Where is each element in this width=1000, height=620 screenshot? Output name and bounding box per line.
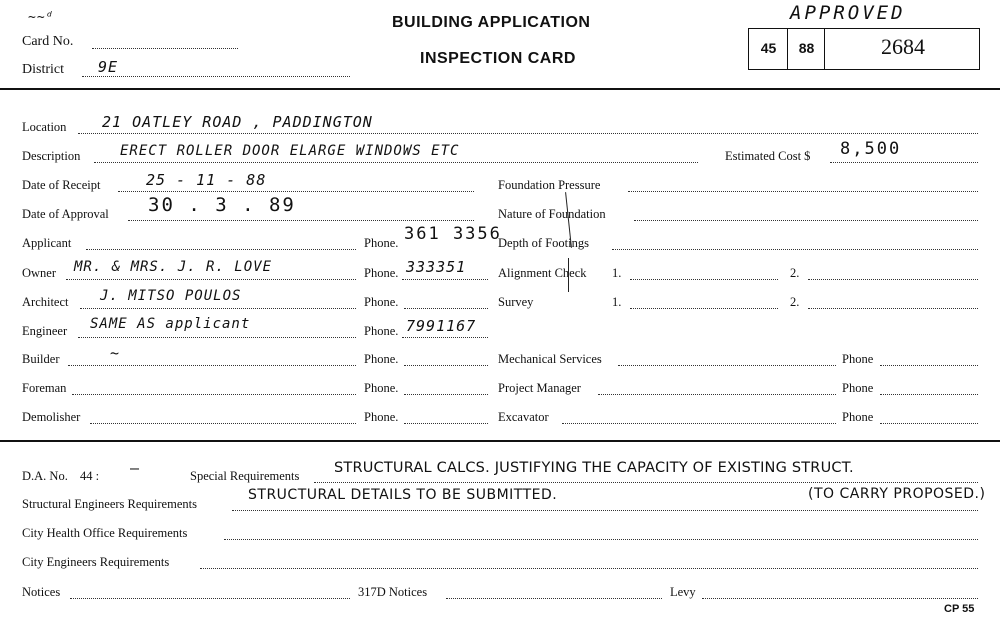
excavator-label: Excavator <box>498 410 549 424</box>
date-receipt-label: Date of Receipt <box>22 178 101 192</box>
engineer-phone-field[interactable] <box>402 337 488 338</box>
struct-eng-label: Structural Engineers Requirements <box>22 497 197 511</box>
owner-phone-label: Phone. <box>364 266 399 280</box>
excavator-phone-field[interactable] <box>880 423 978 424</box>
box-divider-2 <box>824 28 825 70</box>
struct-eng-field[interactable] <box>232 510 978 511</box>
special-req-value: STRUCTURAL CALCS. JUSTIFYING THE CAPACITY OF EXISTING STRUCT. <box>334 460 854 476</box>
estimated-cost-label: Estimated Cost $ <box>725 149 811 163</box>
notices-317d-label: 317D Notices <box>358 585 428 599</box>
builder-field[interactable] <box>68 365 356 366</box>
header-divider <box>0 88 1000 90</box>
card-no-label: Card No. <box>22 34 74 49</box>
alignment-2-label: 2. <box>790 266 800 280</box>
alignment-2-field[interactable] <box>808 279 978 280</box>
applicant-phone-label: Phone. <box>364 236 399 250</box>
demolisher-label: Demolisher <box>22 410 81 424</box>
project-manager-phone-field[interactable] <box>880 394 978 395</box>
engineer-field[interactable] <box>78 337 356 338</box>
applicant-phone-value: 361 3356 <box>404 224 502 244</box>
location-field[interactable] <box>78 133 978 134</box>
district-field[interactable] <box>82 76 350 77</box>
alignment-check-label: Alignment Check <box>498 266 587 280</box>
excavator-field[interactable] <box>562 423 836 424</box>
card-no-field[interactable] <box>92 48 238 49</box>
location-value: 21 OATLEY ROAD , PADDINGTON <box>102 113 373 131</box>
applicant-label: Applicant <box>22 236 72 250</box>
project-manager-label: Project Manager <box>498 381 581 395</box>
description-label: Description <box>22 149 81 163</box>
project-manager-field[interactable] <box>598 394 836 395</box>
owner-phone-value: 333351 <box>406 258 467 276</box>
depth-footings-field[interactable] <box>612 249 978 250</box>
owner-value: MR. & MRS. J. R. LOVE <box>74 259 273 275</box>
architect-phone-field[interactable] <box>404 308 488 309</box>
foreman-field[interactable] <box>72 394 356 395</box>
architect-value: J. MITSO POULOS <box>100 288 242 304</box>
title-line2: INSPECTION CARD <box>420 50 576 67</box>
box-cell-2: 88 <box>798 40 815 56</box>
foundation-pressure-field[interactable] <box>628 191 978 192</box>
foreman-phone-label: Phone. <box>364 381 399 395</box>
notices-field[interactable] <box>70 598 350 599</box>
foundation-pressure-label: Foundation Pressure <box>498 178 601 192</box>
foreman-phone-field[interactable] <box>404 394 488 395</box>
mechanical-label: Mechanical Services <box>498 352 602 366</box>
survey-1-label: 1. <box>612 295 622 309</box>
project-manager-phone-label: Phone <box>842 381 874 395</box>
mid-divider <box>0 440 1000 442</box>
architect-label: Architect <box>22 295 69 309</box>
description-value: ERECT ROLLER DOOR ELARGE WINDOWS ETC <box>120 143 460 159</box>
levy-field[interactable] <box>702 598 978 599</box>
date-receipt-field[interactable] <box>118 191 474 192</box>
box-cell-1: 45 <box>760 40 777 56</box>
struct-eng-note: (TO CARRY PROPOSED.) <box>808 486 986 502</box>
excavator-phone-label: Phone <box>842 410 874 424</box>
foreman-label: Foreman <box>22 381 67 395</box>
da-no-value: 44 : <box>80 469 100 483</box>
district-value: 9E <box>98 58 119 76</box>
city-eng-label: City Engineers Requirements <box>22 555 170 569</box>
builder-value: ~ <box>110 344 121 362</box>
owner-phone-field[interactable] <box>402 279 488 280</box>
city-eng-field[interactable] <box>200 568 978 569</box>
alignment-1-label: 1. <box>612 266 622 280</box>
engineer-phone-label: Phone. <box>364 324 399 338</box>
city-health-field[interactable] <box>224 539 978 540</box>
builder-phone-field[interactable] <box>404 365 488 366</box>
date-approval-value: 30 . 3 . 89 <box>148 194 296 216</box>
date-receipt-value: 25 - 11 - 88 <box>146 171 267 189</box>
owner-field[interactable] <box>66 279 356 280</box>
alignment-1-field[interactable] <box>630 279 778 280</box>
mechanical-phone-label: Phone <box>842 352 874 366</box>
demolisher-phone-field[interactable] <box>404 423 488 424</box>
engineer-label: Engineer <box>22 324 68 338</box>
architect-field[interactable] <box>80 308 356 309</box>
city-health-label: City Health Office Requirements <box>22 526 188 540</box>
engineer-phone-value: 7991167 <box>406 317 477 335</box>
demolisher-field[interactable] <box>90 423 356 424</box>
notices-label: Notices <box>22 585 61 599</box>
pen-stroke <box>568 258 569 292</box>
depth-footings-label: Depth of Footings <box>498 236 589 250</box>
builder-label: Builder <box>22 352 60 366</box>
owner-label: Owner <box>22 266 57 280</box>
card-no-scribble: ~~ᵈ <box>28 10 55 25</box>
da-no-dash: — <box>130 459 141 477</box>
form-code: CP 55 <box>944 603 975 615</box>
builder-phone-label: Phone. <box>364 352 399 366</box>
special-req-label: Special Requirements <box>190 469 300 483</box>
demolisher-phone-label: Phone. <box>364 410 399 424</box>
survey-2-label: 2. <box>790 295 800 309</box>
description-field[interactable] <box>94 162 698 163</box>
date-approval-field[interactable] <box>128 220 474 221</box>
approved-stamp: APPROVED <box>790 2 906 24</box>
nature-foundation-label: Nature of Foundation <box>498 207 606 221</box>
district-label: District <box>22 62 64 77</box>
nature-foundation-field[interactable] <box>634 220 978 221</box>
architect-phone-label: Phone. <box>364 295 399 309</box>
levy-label: Levy <box>670 585 696 599</box>
estimated-cost-value: 8,500 <box>840 139 902 159</box>
engineer-value: SAME AS applicant <box>90 316 251 332</box>
applicant-field[interactable] <box>86 249 356 250</box>
da-no-label: D.A. No. <box>22 469 68 483</box>
notices-317d-field[interactable] <box>446 598 662 599</box>
location-label: Location <box>22 120 67 134</box>
date-approval-label: Date of Approval <box>22 207 109 221</box>
survey-label: Survey <box>498 295 534 309</box>
survey-1-field[interactable] <box>630 308 778 309</box>
special-req-field[interactable] <box>314 482 978 483</box>
mechanical-field[interactable] <box>618 365 836 366</box>
survey-2-field[interactable] <box>808 308 978 309</box>
mechanical-phone-field[interactable] <box>880 365 978 366</box>
estimated-cost-field[interactable] <box>830 162 978 163</box>
struct-eng-value: STRUCTURAL DETAILS TO BE SUBMITTED. <box>248 487 558 503</box>
box-number: 2684 <box>881 34 925 59</box>
box-divider-1 <box>787 28 788 70</box>
title-line1: BUILDING APPLICATION <box>392 14 591 31</box>
